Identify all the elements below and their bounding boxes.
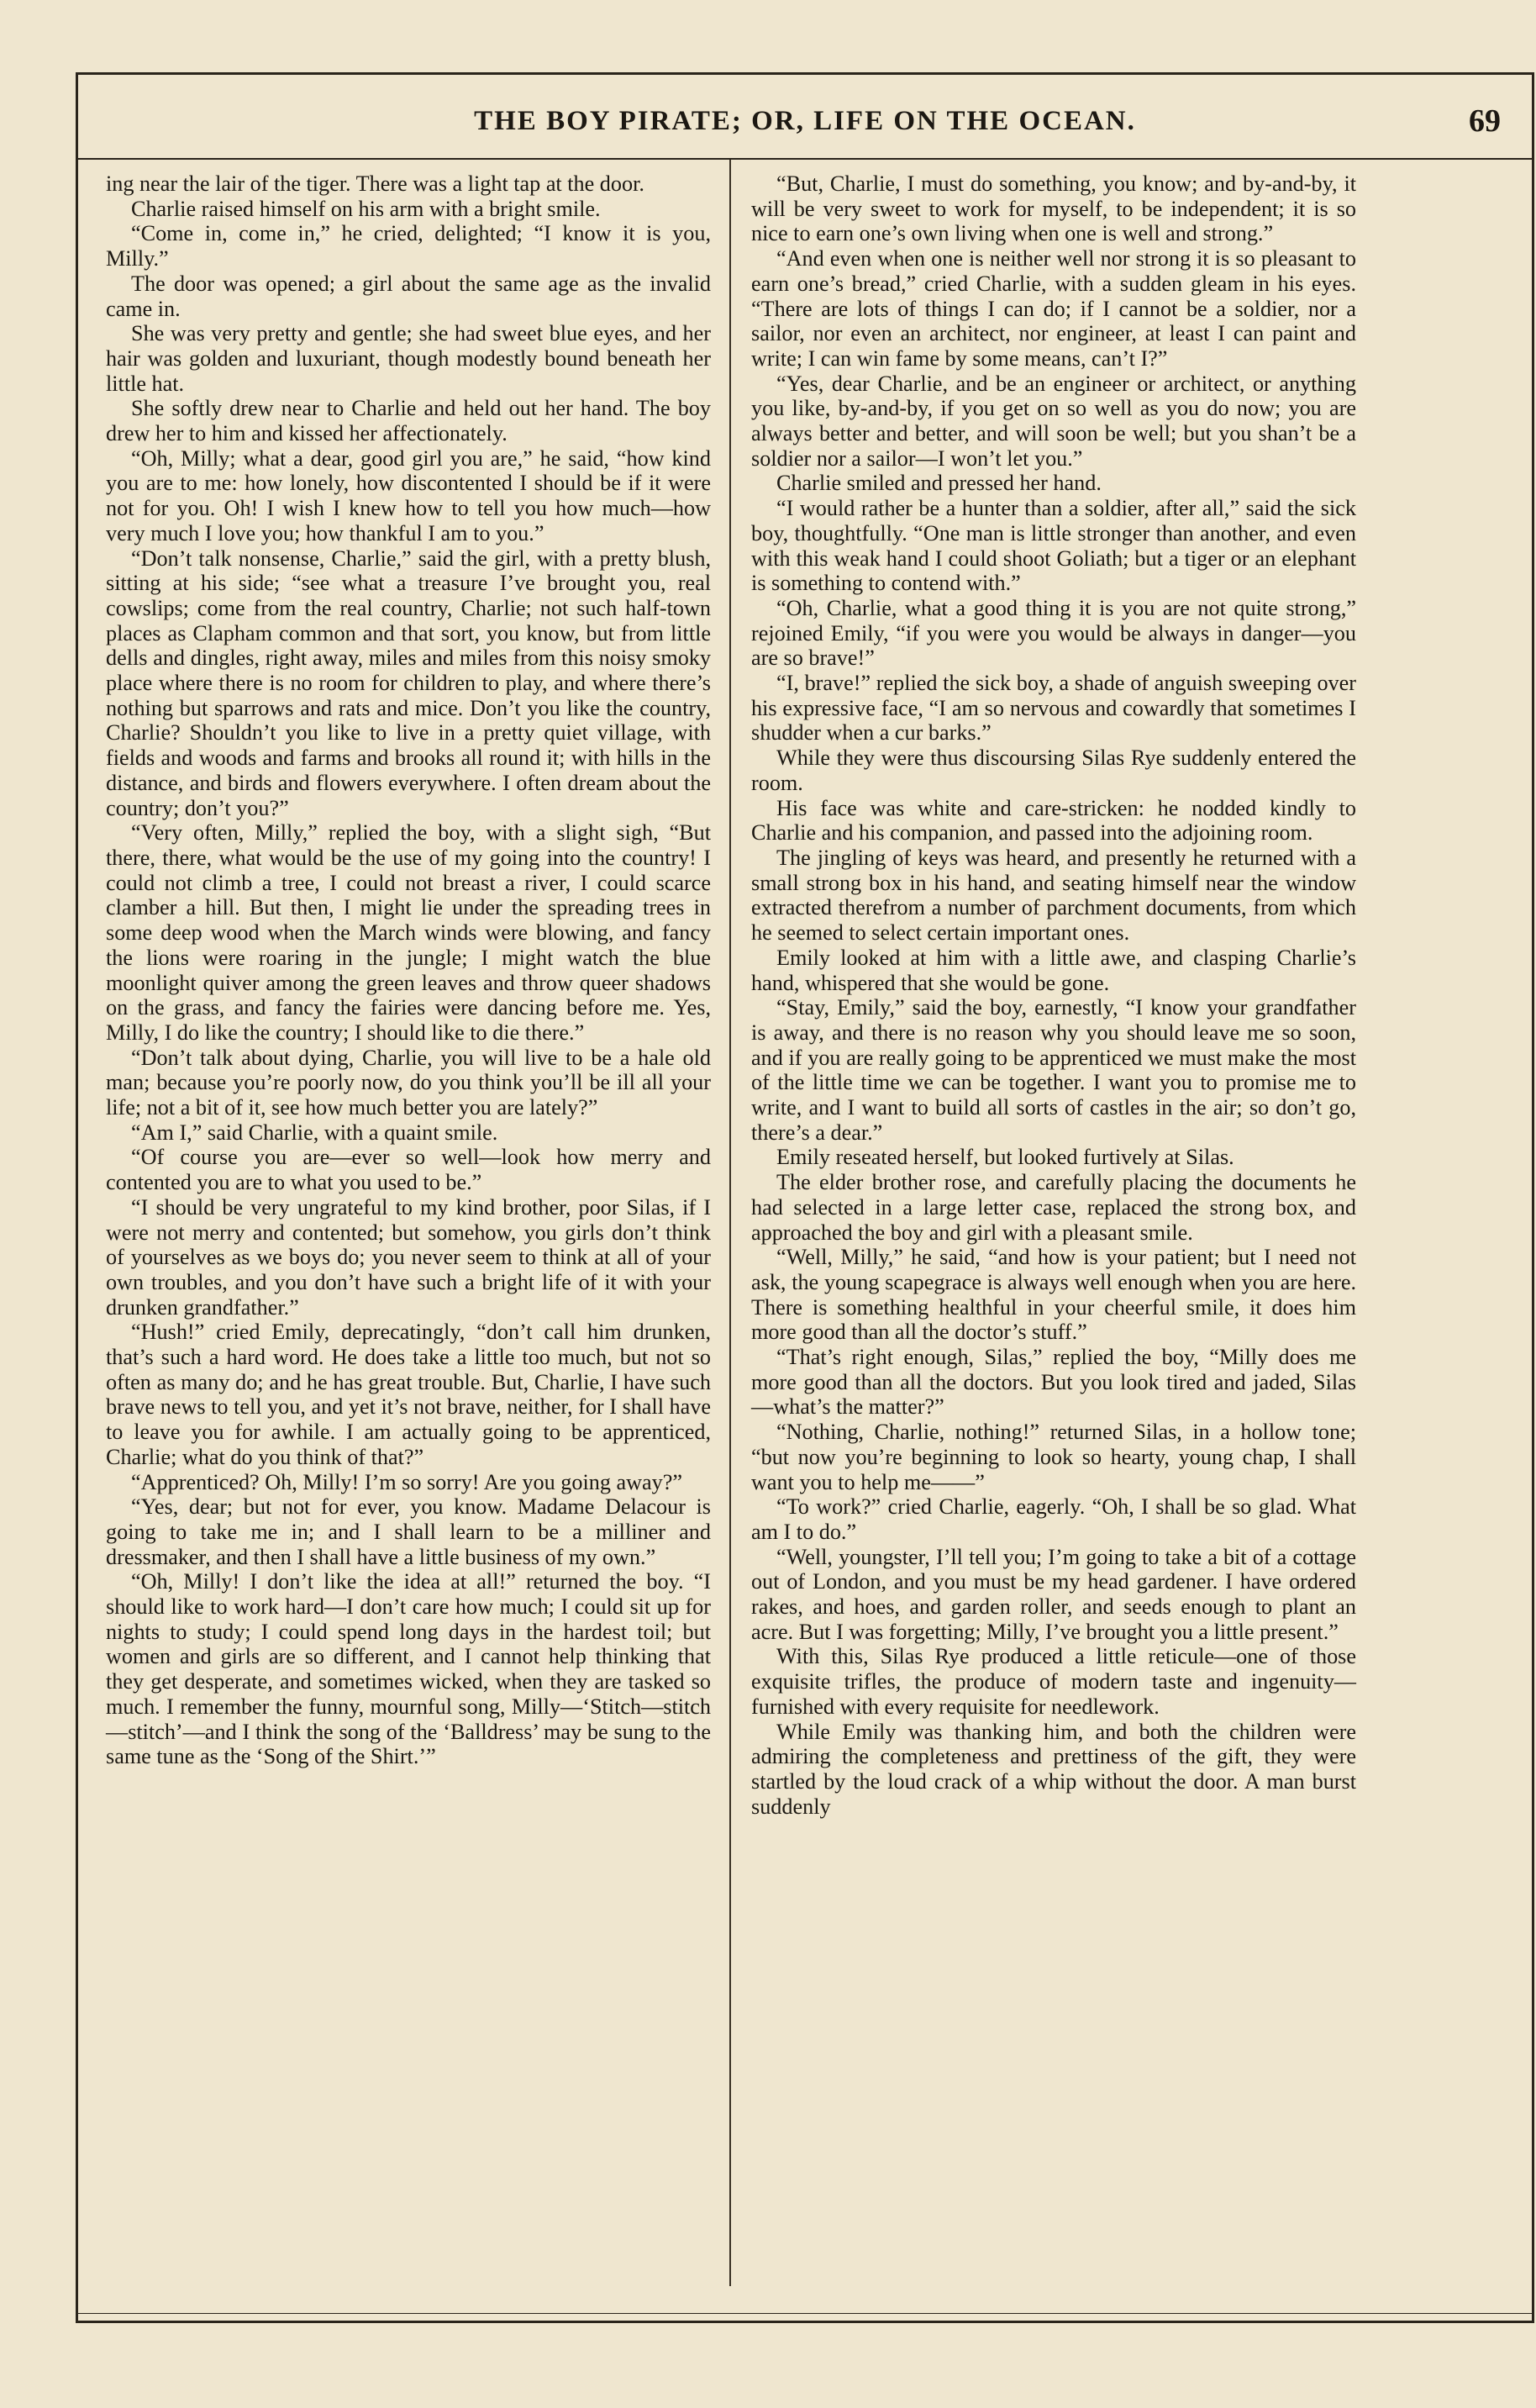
paragraph: ing near the lair of the tiger. There was a light tap at the door. [106,171,644,196]
header-rule [76,158,1534,160]
paragraph: “Yes, dear Charlie, and be an engineer or architect, or anything you like, by-and-by, if you get on so well as you do now; you are always better and better, and will soon be well; but you shan’t be a soldier nor a sailor—I won’t let you.” [751,371,1356,471]
page-header [76,99,1534,153]
paragraph: Emily reseated herself, but looked furtively at Silas. [776,1145,1234,1170]
paragraph: “Well, youngster, I’ll tell you; I’m going to take a bit of a cottage out of London, and you must be my head gardener. I have ordered rakes, and hoes, and garden roller, and seeds enough to plant an acre. But I was forgetting; Milly, I’ve brought you a little present.” [751,1544,1356,1644]
paragraph: “Nothing, Charlie, nothing!” returned Silas, in a hollow tone; “but now you’re beginning to look so hearty, young chap, I shall want you to help me——” [751,1420,1356,1494]
paragraph: “Hush!” cried Emily, deprecatingly, “don’t call him drunken, that’s such a hard word. He does take a little too much, but not so often as many do; and he has great trouble. But, Charlie, I have such brave news to tell you, and yet it’s not brave, neither, for I shall have to leave you for awhile. I am actually going to be apprenticed, Charlie; what do you think of that?” [106,1320,711,1469]
paragraph: The door was opened; a girl about the same age as the invalid came in. [106,271,711,321]
left-column [106,171,711,1769]
paragraph: Charlie smiled and pressed her hand. [776,471,1102,496]
paragraph: “Oh, Charlie, what a good thing it is you are not quite strong,” rejoined Emily, “if you were you would be always in danger—you are so brave!” [751,595,1356,671]
paragraph: The jingling of keys was heard, and presently he returned with a small strong box in his hand, and seating himself near the window extracted therefrom a number of parchment documents, from which he seemed to select certain important ones. [751,845,1356,946]
paragraph: His face was white and care-stricken: he nodded kindly to Charlie and his companion, and passed into the adjoining room. [751,795,1356,846]
paragraph: The elder brother rose, and carefully placing the documents he had selected in a large letter case, replaced the strong box, and approached the boy and girl with a pleasant smile. [751,1170,1356,1245]
column-divider [729,160,731,2286]
paragraph: “Well, Milly,” he said, “and how is your patient; but I need not ask, the young scapegrace is always well enough when you are here. There is something healthful in your cheerful smile, it does him more good than all the doctor’s stuff.” [751,1245,1356,1345]
paragraph: She softly drew near to Charlie and held out her hand. The boy drew her to him and kissed her affectionately. [106,396,711,446]
paragraph: “To work?” cried Charlie, eagerly. “Oh, I shall be so glad. What am I to do.” [751,1494,1356,1544]
right-column [751,171,1356,1819]
paragraph: “Oh, Milly; what a dear, good girl you are,” he said, “how kind you are to me: how lonely, how discontented I should be if it were not for you. Oh! I wish I knew how to tell you how much—how very much I love you; how thankful I am to you.” [106,445,711,545]
bottom-rule [76,2313,1534,2314]
paragraph: “Apprenticed? Oh, Milly! I’m so sorry! Are you going away?” [131,1469,682,1494]
paragraph: With this, Silas Rye produced a little reticule—one of those exquisite trifles, the produce of modern taste and ingenuity—furnished with every requisite for needlework. [751,1644,1356,1719]
paragraph: “Don’t talk nonsense, Charlie,” said the girl, with a pretty blush, sitting at his side; “see what a treasure I’ve brought you, real cowslips; come from the real country, Charlie; not such half-town places as Clapham common and that sort, you know, but from little dells and dingles, right away, miles and miles from this noisy smoky place where there is no room for children to play, and where there’s nothing but sparrows and rats and mice. Don’t you like the country, Charlie? Shouldn’t you like to live in a pretty quiet village, with fields and woods and farms and brooks all round it; with hills in the distance, and birds and flowers everywhere. I often dream about the country; don’t you?” [106,545,711,820]
paragraph: “Very often, Milly,” replied the boy, with a slight sigh, “But there, there, what would be the use of my going into the country! I could not climb a tree, I could not breast a river, I could scarce clamber a hill. But then, I might lie under the spreading trees in some deep wood when the March winds were blowing, and fancy the lions were roaring in the jungle; I might watch the blue moonlight quiver among the green leaves and throw queer shadows on the grass, and fancy the fairies were dancing before me. Yes, Milly, I do like the country; I should like to die there.” [106,820,711,1045]
paragraph: “I would rather be a hunter than a soldier, after all,” said the sick boy, thoughtfully. “One man is little stronger than another, and even with this weak hand I could shoot Goliath; but a tiger or an elephant is something to contend with.” [751,496,1356,596]
paragraph: “Of course you are—ever so well—look how merry and contented you are to what you used to be.” [106,1145,711,1195]
paragraph: “And even when one is neither well nor strong it is so pleasant to earn one’s bread,” cried Charlie, with a sudden gleam in his eyes. “There are lots of things I can do; if I cannot be a soldier, nor a sailor, nor even an architect, nor engineer, at least I can paint and write; I can win fame by some means, can’t I?” [751,246,1356,371]
paragraph: “That’s right enough, Silas,” replied the boy, “Milly does me more good than all the doctors. But you look tired and jaded, Silas—what’s the matter?” [751,1345,1356,1420]
paragraph: While Emily was thanking him, and both the children were admiring the completeness and prettiness of the gift, they were startled by the loud crack of a whip without the door. A man burst suddenly [751,1719,1356,1819]
paragraph: “I, brave!” replied the sick boy, a shade of anguish sweeping over his expressive face, “I am so nervous and cowardly that sometimes I shudder when a cur barks.” [751,671,1356,746]
paragraph: “I should be very ungrateful to my kind brother, poor Silas, if I were not merry and contented; but somehow, you girls don’t think of yourselves as we boys do; you never seem to think at all of your own troubles, and you don’t have such a bright life of it with your drunken grandfather.” [106,1194,711,1320]
paragraph: “Yes, dear; but not for ever, you know. Madame Delacour is going to take me in; and I shall learn to be a milliner and dressmaker, and then I shall have a little business of my own.” [106,1494,711,1569]
paragraph: “Don’t talk about dying, Charlie, you will live to be a hale old man; because you’re poorly now, do you think you’ll be ill all your life; not a bit of it, see how much better you are lately?” [106,1045,711,1120]
paragraph: Emily looked at him with a little awe, and clasping Charlie’s hand, whispered that she would be gone. [751,945,1356,995]
paragraph: “But, Charlie, I must do something, you know; and by-and-by, it will be very sweet to work for myself, to be independent; it is so nice to earn one’s own living when one is well and strong.” [751,171,1356,246]
paragraph: Charlie raised himself on his arm with a bright smile. [131,196,601,221]
paragraph: “Stay, Emily,” said the boy, earnestly, “I know your grandfather is away, and there is no reason why you should leave me so soon, and if you are really going to be apprenticed we must make the most of the little time we can be together. I want you to promise me to write, and I want to build all sorts of castles in the air; so don’t go, there’s a dear.” [751,995,1356,1145]
running-title: THE BOY PIRATE; OR, LIFE ON THE OCEAN. [474,106,1136,136]
paragraph: “Come in, come in,” he cried, delighted; “I know it is you, Milly.” [106,221,711,271]
paragraph: “Oh, Milly! I don’t like the idea at all!” returned the boy. “I should like to work hard—I don’t care how much; I could sit up for nights to study; I could spend long days in the hardest toil; but women and girls are so different, and I cannot help thinking that they get desperate, and sometimes wicked, when they are tasked so much. I remember the funny, mournful song, Milly—‘Stitch—stitch—stitch’—and I think the song of the ‘Balldress’ may be sung to the same tune as the ‘Song of the Shirt.’” [106,1569,711,1769]
page-number: 69 [1469,103,1501,139]
paragraph: She was very pretty and gentle; she had sweet blue eyes, and her hair was golden and luxuriant, though modestly bound beneath her little hat. [106,321,711,396]
paragraph: While they were thus discoursing Silas Rye suddenly entered the room. [751,746,1356,795]
paragraph: “Am I,” said Charlie, with a quaint smile. [131,1120,498,1145]
